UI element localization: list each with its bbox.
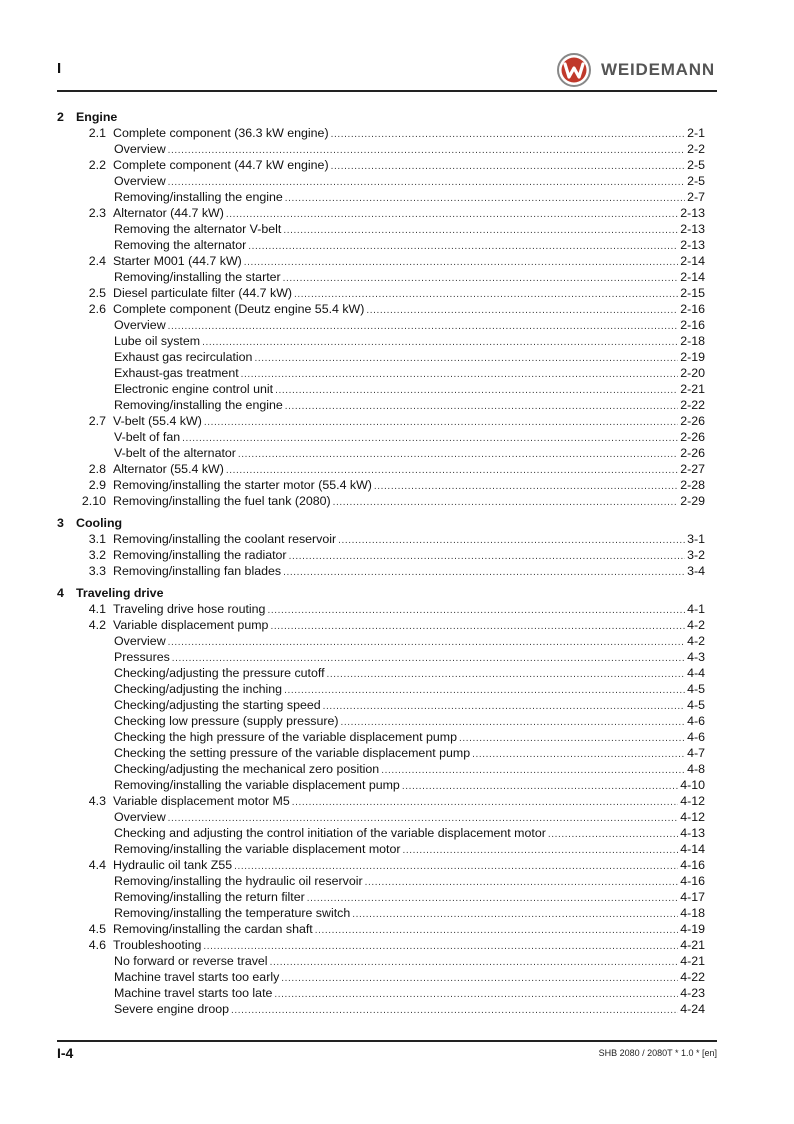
entry-title: Hydraulic oil tank Z55	[113, 858, 233, 872]
dot-leader	[403, 843, 679, 859]
entry-title: Checking low pressure (supply pressure)	[114, 714, 339, 728]
dot-leader	[548, 827, 678, 843]
entry-title: V-belt of fan	[114, 430, 181, 444]
entry-title: Alternator (44.7 kW)	[113, 206, 224, 220]
entry-number: 3.2	[88, 548, 106, 562]
entry-page: 4-8	[687, 762, 705, 776]
dot-leader	[283, 271, 679, 287]
entry-page: 2-1	[687, 126, 705, 140]
entry-title: Removing/installing the radiator	[113, 548, 287, 562]
entry-page: 2-16	[680, 302, 705, 316]
toc-subentry[interactable]	[57, 841, 705, 857]
section-title: Cooling	[76, 516, 123, 530]
toc-entry[interactable]	[57, 413, 705, 429]
toc-entry[interactable]	[57, 461, 705, 477]
footer-rule	[57, 1040, 717, 1042]
entry-title: Checking the high pressure of the variable displacement pump	[114, 730, 458, 744]
entry-page: 2-26	[680, 430, 705, 444]
toc-subentry[interactable]	[57, 905, 705, 921]
entry-page: 2-2	[687, 142, 705, 156]
entry-page: 2-13	[680, 238, 705, 252]
toc-section	[57, 515, 705, 579]
entry-title: Removing/installing the fuel tank (2080)	[113, 494, 331, 508]
toc-entry[interactable]	[57, 285, 705, 301]
section-title: Traveling drive	[76, 586, 164, 600]
entry-title: Removing/installing the return filter	[114, 890, 305, 904]
dot-leader	[182, 431, 678, 447]
dot-leader	[270, 955, 679, 971]
entry-title: Checking/adjusting the mechanical zero position	[114, 762, 380, 776]
entry-page: 4-13	[680, 826, 705, 840]
entry-page: 4-21	[680, 954, 705, 968]
entry-title: Complete component (Deutz engine 55.4 kW)	[113, 302, 365, 316]
toc-entry[interactable]	[57, 547, 705, 563]
toc-subentry[interactable]	[57, 825, 705, 841]
dot-leader	[307, 891, 678, 907]
entry-title: Electronic engine control unit	[114, 382, 274, 396]
entry-title: Removing/installing fan blades	[113, 564, 282, 578]
toc-entry[interactable]	[57, 493, 705, 509]
dot-leader	[365, 875, 679, 891]
entry-title: Removing/installing the engine	[114, 398, 283, 412]
entry-number: 2.10	[81, 494, 106, 508]
dot-leader	[168, 319, 679, 335]
toc-subentry[interactable]	[57, 633, 705, 649]
dot-leader	[285, 399, 678, 415]
entry-title: Overview	[114, 810, 166, 824]
entry-title: Severe engine droop	[114, 1002, 230, 1016]
toc-subentry[interactable]	[57, 729, 705, 745]
toc-entry[interactable]	[57, 531, 705, 547]
toc-subentry[interactable]	[57, 1001, 705, 1017]
toc-entry[interactable]	[57, 125, 705, 141]
dot-leader	[168, 635, 685, 651]
entry-page: 4-18	[680, 906, 705, 920]
entry-page: 2-21	[680, 382, 705, 396]
entry-page: 2-22	[680, 398, 705, 412]
toc-entry[interactable]	[57, 477, 705, 493]
toc-subentry[interactable]	[57, 269, 705, 285]
toc-subentry[interactable]	[57, 889, 705, 905]
entry-page: 4-4	[687, 666, 705, 680]
section-number: 3	[57, 516, 64, 530]
dot-leader	[267, 603, 685, 619]
entry-page: 2-28	[680, 478, 705, 492]
entry-title: Complete component (36.3 kW engine)	[113, 126, 329, 140]
entry-page: 2-14	[680, 270, 705, 284]
entry-title: Removing/installing the engine	[114, 190, 283, 204]
dot-leader	[283, 565, 685, 581]
entry-page: 4-12	[680, 794, 705, 808]
entry-title: Overview	[114, 142, 166, 156]
entry-title: Overview	[114, 318, 166, 332]
dot-leader	[472, 747, 685, 763]
entry-number: 3.1	[88, 532, 106, 546]
entry-page: 2-26	[680, 414, 705, 428]
entry-title: Starter M001 (44.7 kW)	[113, 254, 242, 268]
entry-title: Complete component (44.7 kW engine)	[113, 158, 329, 172]
entry-title: Exhaust gas recirculation	[114, 350, 253, 364]
entry-title: No forward or reverse travel	[114, 954, 268, 968]
entry-page: 4-6	[687, 714, 705, 728]
toc-section	[57, 585, 705, 1017]
entry-title: Exhaust-gas treatment	[114, 366, 239, 380]
entry-page: 3-4	[687, 564, 705, 578]
dot-leader	[248, 239, 678, 255]
dot-leader	[402, 779, 678, 795]
entry-page: 2-15	[680, 286, 705, 300]
brand-name: WEIDEMANN	[601, 60, 715, 79]
toc-entry[interactable]	[57, 563, 705, 579]
entry-page: 2-27	[680, 462, 705, 476]
entry-title: Overview	[114, 174, 166, 188]
weidemann-logo-icon	[557, 53, 591, 87]
entry-title: Lube oil system	[114, 334, 201, 348]
toc-subentry[interactable]	[57, 681, 705, 697]
toc-subentry[interactable]	[57, 141, 705, 157]
dot-leader	[331, 159, 686, 175]
header-chapter-letter: I	[57, 60, 62, 77]
toc-entry[interactable]	[57, 601, 705, 617]
toc-section-heading[interactable]	[57, 515, 705, 531]
entry-number: 4.1	[88, 602, 106, 616]
table-of-contents	[57, 109, 705, 1023]
entry-title: Diesel particulate filter (44.7 kW)	[113, 286, 293, 300]
entry-page: 4-12	[680, 810, 705, 824]
entry-page: 4-14	[680, 842, 705, 856]
entry-page: 4-16	[680, 858, 705, 872]
toc-subentry[interactable]	[57, 761, 705, 777]
dot-leader	[284, 683, 685, 699]
dot-leader	[331, 127, 686, 143]
entry-page: 4-22	[680, 970, 705, 984]
entry-title: Removing/installing the starter motor (55.4 kW)	[113, 478, 372, 492]
entry-title: Variable displacement pump	[113, 618, 269, 632]
weidemann-logo	[557, 52, 715, 88]
entry-page: 4-10	[680, 778, 705, 792]
entry-title: V-belt (55.4 kW)	[113, 414, 202, 428]
entry-number: 2.6	[88, 302, 106, 316]
toc-subentry[interactable]	[57, 873, 705, 889]
toc-section	[57, 109, 705, 509]
dot-leader	[315, 923, 678, 939]
toc-section-heading[interactable]	[57, 109, 705, 125]
entry-page: 2-7	[687, 190, 705, 204]
toc-entry[interactable]	[57, 857, 705, 873]
entry-number: 2.8	[88, 462, 106, 476]
dot-leader	[283, 223, 678, 239]
entry-page: 2-14	[680, 254, 705, 268]
dot-leader	[327, 667, 686, 683]
entry-number: 2.9	[88, 478, 106, 492]
entry-page: 4-17	[680, 890, 705, 904]
toc-subentry[interactable]	[57, 777, 705, 793]
toc-entry[interactable]	[57, 301, 705, 317]
toc-entry[interactable]	[57, 617, 705, 633]
toc-subentry[interactable]	[57, 649, 705, 665]
dot-leader	[338, 533, 685, 549]
toc-subentry[interactable]	[57, 397, 705, 413]
dot-leader	[289, 549, 686, 565]
toc-entry[interactable]	[57, 205, 705, 221]
entry-page: 3-2	[687, 548, 705, 562]
dot-leader	[292, 795, 678, 811]
entry-page: 4-19	[680, 922, 705, 936]
section-number: 4	[57, 586, 64, 600]
entry-title: Checking/adjusting the pressure cutoff	[114, 666, 325, 680]
entry-page: 4-24	[680, 1002, 705, 1016]
entry-title: Removing/installing the variable displacement pump	[114, 778, 400, 792]
toc-subentry[interactable]	[57, 349, 705, 365]
toc-entry[interactable]	[57, 921, 705, 937]
entry-page: 2-18	[680, 334, 705, 348]
entry-number: 2.2	[88, 158, 106, 172]
entry-page: 4-23	[680, 986, 705, 1000]
entry-number: 2.1	[88, 126, 106, 140]
dot-leader	[459, 731, 685, 747]
toc-subentry[interactable]	[57, 697, 705, 713]
entry-title: Checking/adjusting the inching	[114, 682, 283, 696]
toc-subentry[interactable]	[57, 665, 705, 681]
entry-title: Traveling drive hose routing	[113, 602, 266, 616]
entry-title: Pressures	[114, 650, 170, 664]
entry-page: 4-3	[687, 650, 705, 664]
entry-number: 4.6	[88, 938, 106, 952]
toc-subentry[interactable]	[57, 445, 705, 461]
entry-page: 2-20	[680, 366, 705, 380]
entry-page: 2-19	[680, 350, 705, 364]
dot-leader	[333, 495, 679, 511]
entry-title: Removing/installing the variable displacement motor	[114, 842, 401, 856]
dot-leader	[281, 971, 678, 987]
toc-subentry[interactable]	[57, 985, 705, 1001]
entry-page: 2-5	[687, 158, 705, 172]
section-number: 2	[57, 110, 64, 124]
toc-subentry[interactable]	[57, 381, 705, 397]
entry-title: Removing the alternator V-belt	[114, 222, 282, 236]
entry-title: Removing the alternator	[114, 238, 247, 252]
dot-leader	[270, 619, 685, 635]
toc-subentry[interactable]	[57, 173, 705, 189]
section-title: Engine	[76, 110, 118, 124]
dot-leader	[366, 303, 678, 319]
dot-leader	[275, 383, 678, 399]
entry-title: Removing/installing the hydraulic oil reservoir	[114, 874, 363, 888]
dot-leader	[203, 939, 678, 955]
entry-title: Troubleshooting	[113, 938, 202, 952]
entry-page: 2-16	[680, 318, 705, 332]
toc-subentry[interactable]	[57, 237, 705, 253]
toc-subentry[interactable]	[57, 317, 705, 333]
entry-title: V-belt of the alternator	[114, 446, 236, 460]
header-rule	[57, 90, 717, 92]
entry-number: 2.7	[88, 414, 106, 428]
entry-title: Machine travel starts too late	[114, 986, 273, 1000]
entry-title: Checking the setting pressure of the variable displacement pump	[114, 746, 471, 760]
entry-page: 4-16	[680, 874, 705, 888]
dot-leader	[241, 367, 679, 383]
toc-section-heading[interactable]	[57, 585, 705, 601]
dot-leader	[254, 351, 678, 367]
toc-subentry[interactable]	[57, 189, 705, 205]
entry-page: 4-21	[680, 938, 705, 952]
dot-leader	[352, 907, 678, 923]
entry-title: Machine travel starts too early	[114, 970, 280, 984]
entry-page: 2-13	[680, 222, 705, 236]
toc-entry[interactable]	[57, 157, 705, 173]
dot-leader	[323, 699, 685, 715]
entry-page: 4-2	[687, 634, 705, 648]
entry-page: 4-6	[687, 730, 705, 744]
entry-title: Variable displacement motor M5	[113, 794, 290, 808]
entry-page: 2-13	[680, 206, 705, 220]
entry-page: 4-5	[687, 698, 705, 712]
dot-leader	[381, 763, 685, 779]
entry-number: 2.5	[88, 286, 106, 300]
toc-subentry[interactable]	[57, 809, 705, 825]
document-reference: SHB 2080 / 2080T * 1.0 * [en]	[598, 1048, 717, 1058]
entry-number: 2.4	[88, 254, 106, 268]
entry-title: Removing/installing the temperature switch	[114, 906, 351, 920]
dot-leader	[238, 447, 678, 463]
dot-leader	[285, 191, 685, 207]
toc-subentry[interactable]	[57, 429, 705, 445]
dot-leader	[226, 207, 678, 223]
toc-subentry[interactable]	[57, 969, 705, 985]
toc-entry[interactable]	[57, 253, 705, 269]
dot-leader	[204, 415, 678, 431]
entry-page: 2-5	[687, 174, 705, 188]
dot-leader	[244, 255, 678, 271]
entry-title: Removing/installing the coolant reservoir	[113, 532, 337, 546]
page-number: I-4	[57, 1045, 74, 1061]
entry-title: Overview	[114, 634, 166, 648]
entry-title: Alternator (55.4 kW)	[113, 462, 224, 476]
entry-page: 2-29	[680, 494, 705, 508]
toc-subentry[interactable]	[57, 953, 705, 969]
entry-number: 4.4	[88, 858, 106, 872]
toc-entry[interactable]	[57, 937, 705, 953]
toc-subentry[interactable]	[57, 745, 705, 761]
dot-leader	[202, 335, 678, 351]
entry-page: 4-5	[687, 682, 705, 696]
entry-page: 2-26	[680, 446, 705, 460]
dot-leader	[231, 1003, 678, 1019]
entry-number: 4.5	[88, 922, 106, 936]
entry-page: 4-1	[687, 602, 705, 616]
entry-number: 3.3	[88, 564, 106, 578]
entry-number: 4.2	[88, 618, 106, 632]
entry-page: 4-2	[687, 618, 705, 632]
entry-title: Removing/installing the starter	[114, 270, 281, 284]
entry-title: Checking/adjusting the starting speed	[114, 698, 321, 712]
dot-leader	[374, 479, 678, 495]
dot-leader	[274, 987, 678, 1003]
toc-subentry[interactable]	[57, 365, 705, 381]
entry-title: Removing/installing the cardan shaft	[113, 922, 313, 936]
entry-page: 4-7	[687, 746, 705, 760]
entry-number: 2.3	[88, 206, 106, 220]
toc-subentry[interactable]	[57, 713, 705, 729]
toc-entry[interactable]	[57, 793, 705, 809]
entry-title: Checking and adjusting the control initiation of the variable displacement motor	[114, 826, 546, 840]
entry-number: 4.3	[88, 794, 106, 808]
toc-subentry[interactable]	[57, 333, 705, 349]
toc-subentry[interactable]	[57, 221, 705, 237]
entry-page: 3-1	[687, 532, 705, 546]
